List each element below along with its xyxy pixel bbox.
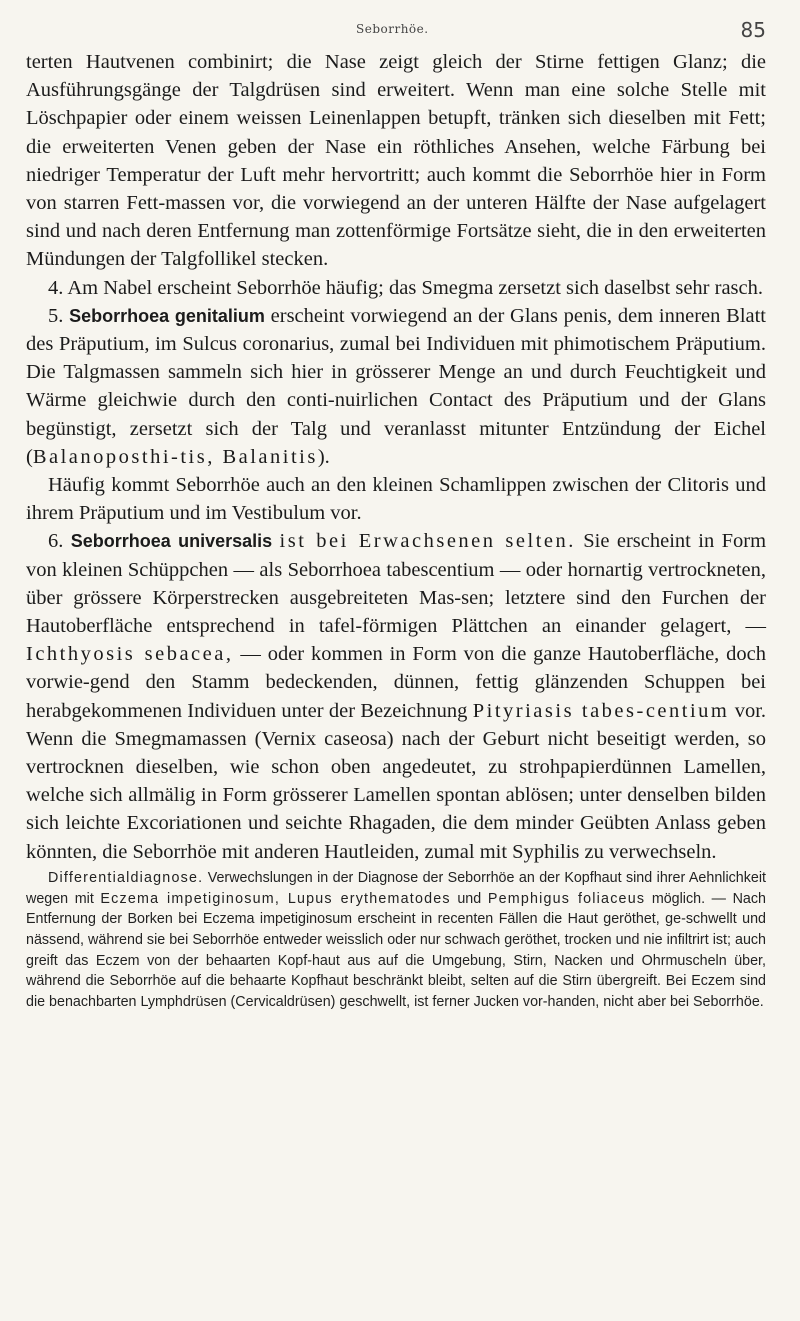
item-number: 6. — [48, 530, 64, 553]
spaced-term-pemphigus: Pemphigus foliaceus — [487, 890, 646, 907]
main-text — [26, 48, 766, 866]
section-heading-genitalium: Seborrhoea genitalium — [69, 305, 265, 326]
paragraph-text: Sie erscheint in Form von kleinen Schüppchen — als Seborrhoea tabescentium — oder hornartig vertrockneten, über grössere Körperstrecken ausgebreiteten Mas-sen; letztere sind den Furchen der Hautoberfläche entsprechend in tafel-förmigen Plättchen an einander gelagert, — — [26, 530, 767, 638]
paragraph-text: — oder kommen in Form von die ganze Hautoberfläche, doch vorwie-gend den Stamm bedeckenden, dünnen, fettig glänzenden Schuppen bei herabgekommenen Individuen unter der Bezeichnung — [26, 643, 766, 722]
paragraph-universalis — [26, 527, 766, 865]
differential-diagnosis-heading: Differentialdiagnose. — [48, 869, 204, 886]
small-text: Verwechslungen in der Diagnose der Seborrhöe an der Kopfhaut sind ihrer Aehnlichkeit wegen mit — [26, 869, 766, 907]
spaced-term-balanoposthitis: Balanoposthi-tis, Balanitis — [32, 445, 318, 468]
page-header — [26, 20, 766, 42]
section-heading-universalis: Seborrhoea universalis — [70, 531, 273, 552]
paragraph-text: erscheint vorwiegend an der Glans penis, dem inneren Blatt des Präputium, im Sulcus coronarius, zumal bei Individuen mit phimotischem Präputium. Die Talgmassen sammeln sich hier in grösserer Menge an und durch Feuchtigkeit und Wärme gleichwie durch den conti-nuirlichen Contact des Präputium und der Glans begünstigt, zersetzt sich der Talg und veranlasst mitunter Entzündung der Eichel ( — [26, 304, 767, 468]
small-text: und — [457, 890, 482, 907]
paragraph-text: vor. Wenn die Smegmamassen (Vernix caseosa) nach der Geburt nicht beseitigt werden, so vertrocknen dieselben, wie schon oben angedeutet, zu strohpapierdünnen Lamellen, welche sich allmälig in Form grösserer Lamellen spontan ablösen; unter denselben bilden sich leichte Excoriationen und seichte Rhagaden, die dem minder Geübten Anlass geben könnten, die Seborrhöe mit anderen Hautleiden, zumal mit Syphilis zu verwechseln. — [26, 699, 767, 863]
differential-diagnosis-paragraph — [26, 868, 766, 1013]
spaced-term-eczema-lupus: Eczema impetiginosum, Lupus erythematodes — [100, 890, 451, 907]
page-number: 85 — [740, 18, 766, 42]
paragraph-navel: 4. Am Nabel erscheint Seborrhöe häufig; das Smegma zersetzt sich daselbst sehr rasch. — [48, 276, 764, 299]
spaced-term-ichthyosis: Ichthyosis sebacea, — [26, 643, 234, 666]
differential-diagnosis-block — [26, 868, 766, 1013]
small-text: möglich. — Nach Entfernung der Borken bei Eczema impetiginosum erscheint in recenten Fällen die Haut geröthet, ge-schwellt und nässend, während sie bei Seborrhöe entweder weisslich oder nur schwach geröthet, trocken und nie infiltrirt ist; auch greift das Eczem von der behaarten Kopf-haut aus auf die Umgebung, Stirn, Nacken und Ohrmuscheln über, während die Seborrhöe auf die behaarte Kopfhaut beschränkt bleibt, selten auf die Stirn übergreift. Bei Eczem sind die benachbarten Lymphdrüsen (Cervicaldrüsen) geschwellt, ist ferner Jucken vor-handen, nicht aber bei Seborrhöe. — [26, 890, 766, 1011]
paragraph-text: ). — [317, 445, 330, 468]
paragraph-labia: Häufig kommt Seborrhöe auch an den kleinen Schamlippen zwischen der Clitoris und ihrem Präputium und im Vestibulum vor. — [26, 474, 766, 525]
paragraph-genitalium — [26, 302, 766, 471]
item-number: 5. — [48, 304, 64, 327]
running-head: Seborrhöe. — [356, 22, 429, 36]
paragraph-nose: terten Hautvenen combinirt; die Nase zeigt gleich der Stirne fettigen Glanz; die Ausführungsgänge der Talgdrüsen sind erweitert. Wenn man eine solche Stelle mit Löschpapier oder einem weissen Leinenlappen betupft, tränken sich dieselben mit Fett; die erweiterten Venen geben der Nase ein röthliches Ansehen, welche Färbung bei niedriger Temperatur der Luft mehr hervortritt; auch kommt die Seborrhöe hier in Form von starren Fett-massen vor, die vorwiegend an der unteren Hälfte der Nase aufgelagert sind und nach deren Entfernung man zottenförmige Fortsätze sieht, die in den erweiterten Mündungen der Talgfollikel stecken. — [26, 51, 766, 271]
spaced-phrase: ist bei Erwachsenen selten. — [279, 530, 576, 553]
spaced-term-pityriasis: Pityriasis tabes-centium — [472, 699, 730, 722]
